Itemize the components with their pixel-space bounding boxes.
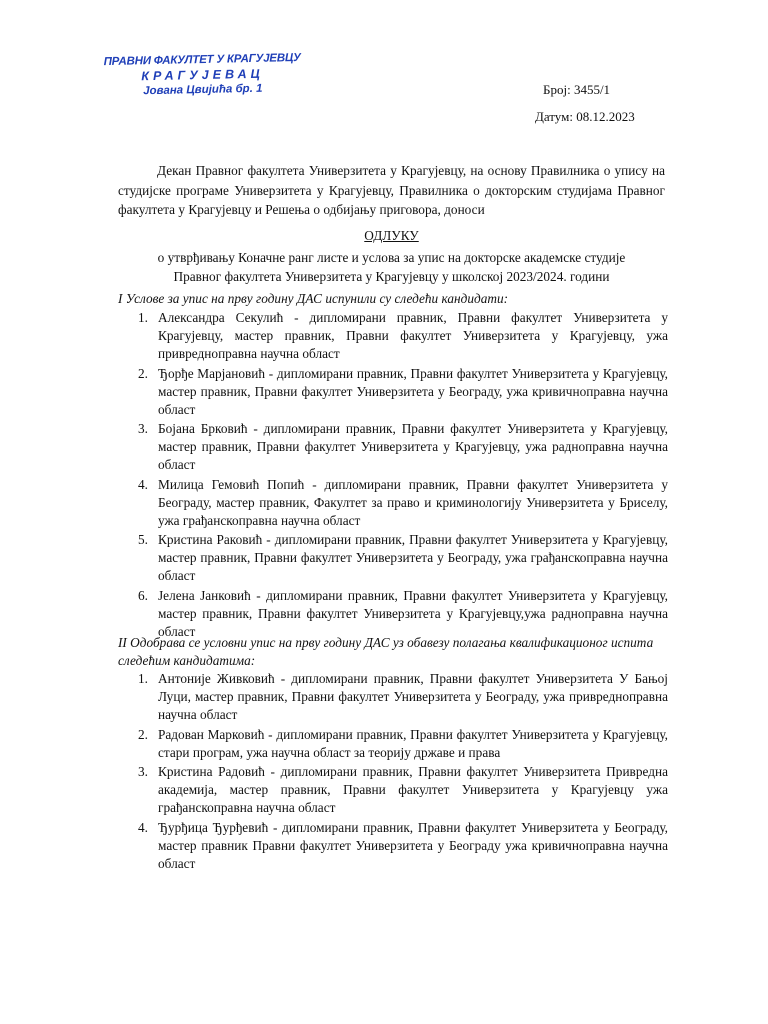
item-number: 3. bbox=[138, 421, 148, 436]
item-number: 2. bbox=[138, 726, 148, 742]
item-number: 1. bbox=[138, 310, 148, 325]
item-number: 4. bbox=[138, 819, 148, 835]
stamp-line-city: КРАГУЈЕВАЦ bbox=[141, 66, 264, 84]
list-item bbox=[118, 420, 668, 474]
list-item bbox=[118, 819, 668, 873]
item-number: 4. bbox=[138, 476, 148, 492]
document-number: Број: 3455/1 bbox=[543, 82, 611, 97]
list-item bbox=[118, 726, 668, 762]
item-number: 5. bbox=[138, 532, 148, 547]
item-number: 1. bbox=[138, 671, 148, 686]
section-1-title: I Услове за упис на прву годину ДАС испунили су следећи кандидати: bbox=[118, 291, 509, 306]
item-text: Јелена Јанковић - дипломирани правник, Правни факултет Универзитета у Крагујевцу, мастер правник, Правни факултет Универзитета у Крагујевцу,ужа радноправна научна област bbox=[158, 587, 668, 639]
stamp-line-address: Јована Цвијића бр. 1 bbox=[143, 82, 263, 98]
list-item bbox=[118, 763, 668, 817]
item-text: Александра Секулић - дипломирани правник, Правни факултет Универзитета у Крагујевцу, мастер правник, Правни факултет Универзитета у Крагујевцу, ужа привредноправна научна област bbox=[158, 310, 668, 361]
list-item bbox=[118, 587, 668, 641]
item-text: Ђорђе Марјановић - дипломирани правник, Правни факултет Универзитета у Крагујевцу, мастер правник, Правни факултет Универзитета у Београду, ужа кривичноправна научна област bbox=[158, 365, 668, 417]
item-text: Кристина Радовић - дипломирани правник, Правни факултет Универзитета Привредна академија, мастер правник, Правни факултет Универзитета у Крагујевцу ужа грађанскоправна научна област bbox=[158, 764, 668, 815]
decision-subtitle bbox=[118, 248, 665, 286]
item-text: Ђурђица Ђурђевић - дипломирани правник, Правни факултет Универзитета у Београду, мастер правник Правни факултет Универзитета у Београду ужа кривичноправна научна област bbox=[158, 819, 668, 871]
intro-paragraph: Декан Правног факултета Универзитета у Крагујевцу, на основу Правилника о упису на студијске програме Универзитета у Крагујевцу, Правилника о докторским студијама Правног факултета у Крагујевцу и Решења о одбијању приговора, доноси bbox=[118, 163, 665, 217]
section-1-list bbox=[118, 309, 668, 642]
stamp-line-faculty: ПРАВНИ ФАКУЛТЕТ У КРАГУЈЕВЦУ bbox=[103, 51, 301, 69]
subtitle-line-1: о утврђивању Коначне ранг листе и услова за упис на докторске академске студије bbox=[157, 250, 626, 265]
section-2-list bbox=[118, 670, 668, 874]
item-number: 6. bbox=[138, 587, 148, 603]
decision-heading: ОДЛУКУ bbox=[364, 228, 419, 243]
section-2-title: II Одобрава се условни упис на прву годину ДАС уз обавезу полагања квалификационог испита следећим кандидатима: bbox=[118, 635, 654, 668]
item-text: Милица Гемовић Попић - дипломирани правник, Правни факултет Универзитета у Београду, мастер правник, Факултет за право и криминологију Универзитета у Бриселу, ужа грађанскоправна научна област bbox=[158, 476, 668, 528]
item-text: Бојана Брковић - дипломирани правник, Правни факултет Универзитета у Крагујевцу, мастер правник, Правни факултет Универзитета у Крагујевцу, ужа радноправна научна област bbox=[158, 421, 668, 472]
subtitle-line-2: Правног факултета Универзитета у Крагујевцу у школској 2023/2024. години bbox=[173, 269, 610, 284]
document-date: Датум: 08.12.2023 bbox=[535, 109, 635, 124]
list-item bbox=[118, 531, 668, 585]
list-item bbox=[118, 309, 668, 363]
list-item bbox=[118, 670, 668, 724]
item-text: Радован Марковић - дипломирани правник, Правни факултет Универзитета у Крагујевцу, стари програм, ужа научна област за теорију државе и права bbox=[158, 726, 668, 760]
item-text: Кристина Раковић - дипломирани правник, Правни факултет Универзитета у Крагујевцу, мастер правник, Правни факултет Универзитета у Београду, ужа грађанскоправна научна област bbox=[158, 532, 668, 583]
item-text: Антоније Живковић - дипломирани правник, Правни факултет Универзитета У Бањој Луци, мастер правник, Правни факултет Универзитета у Београду, ужа привредноправна научна област bbox=[158, 671, 668, 722]
list-item bbox=[118, 476, 668, 530]
faculty-stamp bbox=[95, 52, 311, 98]
item-number: 2. bbox=[138, 365, 148, 381]
item-number: 3. bbox=[138, 764, 148, 779]
list-item bbox=[118, 365, 668, 419]
